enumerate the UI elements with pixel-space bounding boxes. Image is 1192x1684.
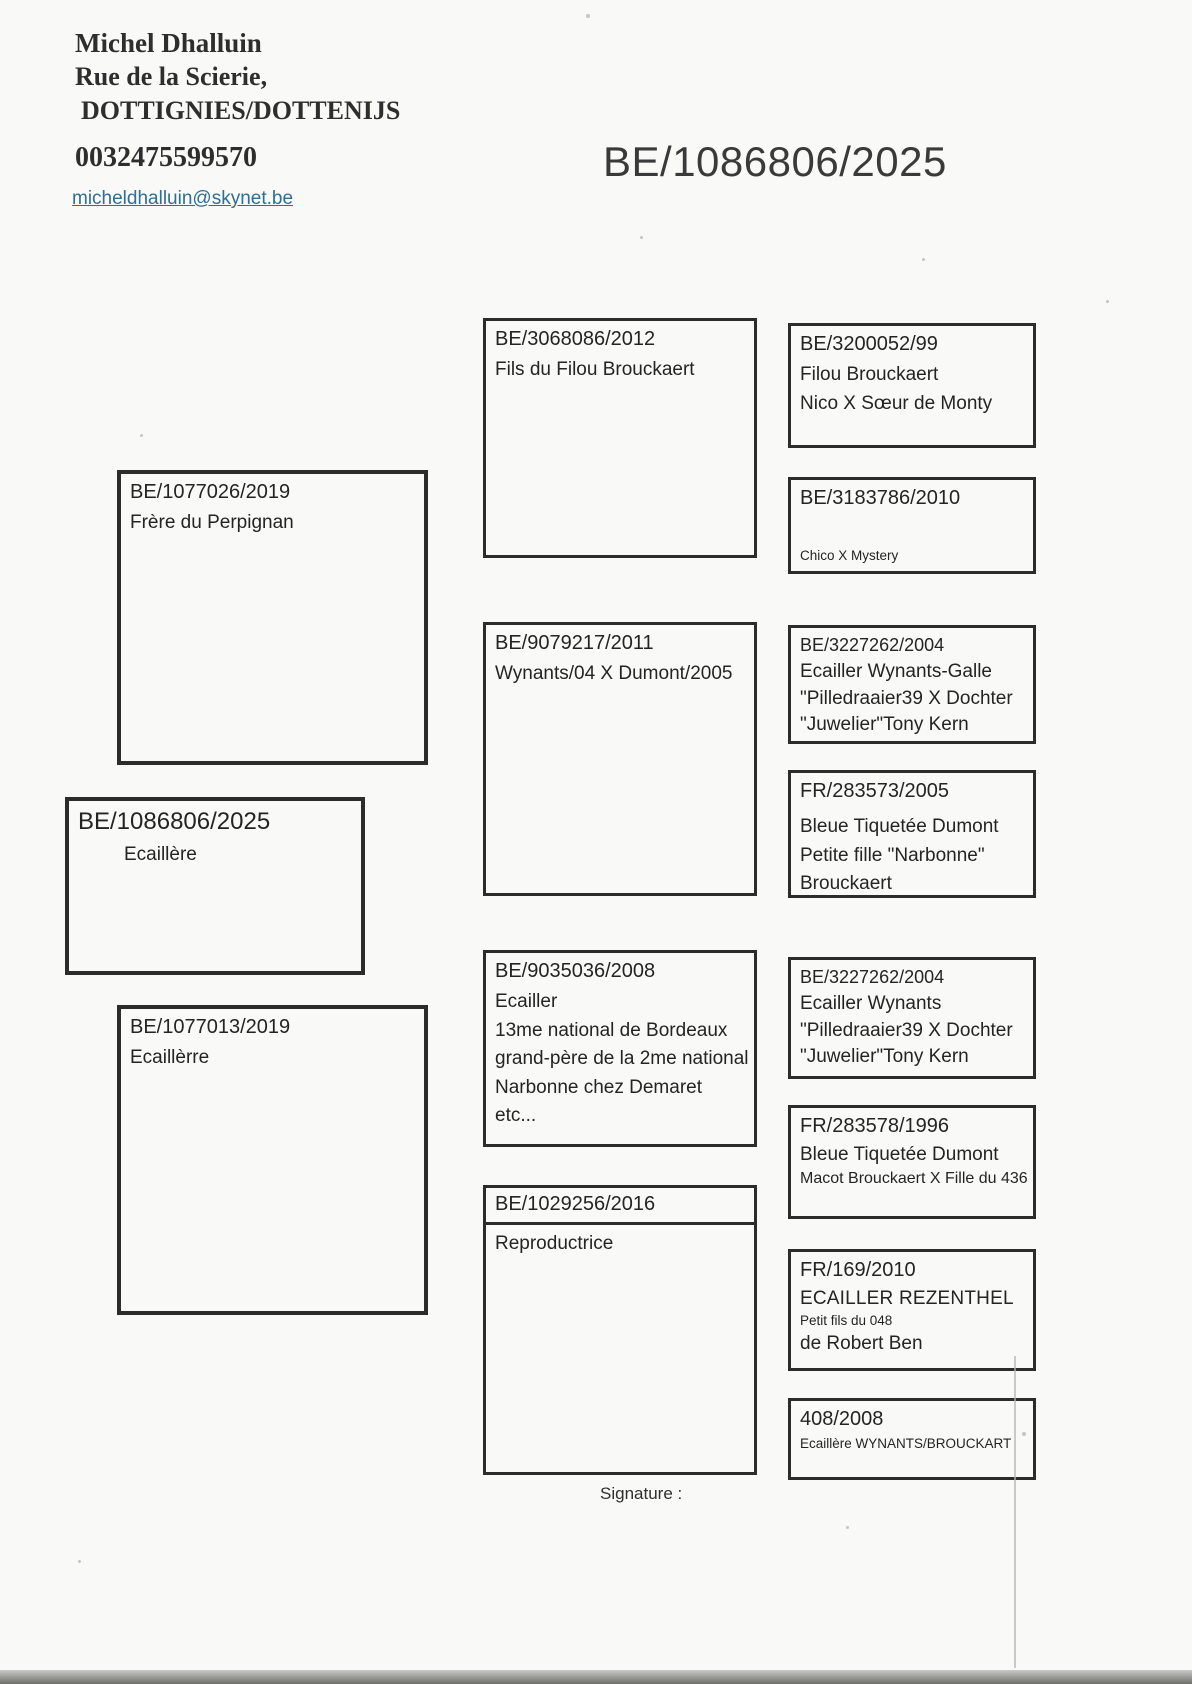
pedigree-box-great-grandparent-3 xyxy=(788,625,1036,744)
great-grandparent-1-note-2: Nico X Sœur de Monty xyxy=(800,392,993,414)
great-grandparent-4-note-2: Petite fille "Narbonne" xyxy=(800,844,985,866)
pedigree-box-great-grandparent-1 xyxy=(788,323,1036,448)
great-grandparent-3-ring: BE/3227262/2004 xyxy=(800,635,945,655)
great-grandparent-7-note-3: de Robert Ben xyxy=(800,1332,923,1354)
scan-speck xyxy=(640,236,643,239)
pedigree-box-grandparent-1 xyxy=(483,318,757,558)
great-grandparent-5-note-1: Ecailler Wynants xyxy=(800,993,942,1015)
great-grandparent-7-note-2: Petit fils du 048 xyxy=(800,1313,893,1329)
pedigree-box-grandparent-2 xyxy=(483,622,757,896)
pedigree-box-dam xyxy=(117,1005,428,1315)
great-grandparent-8-ring: 408/2008 xyxy=(800,1408,884,1430)
pedigree-box-grandparent-4 xyxy=(483,1185,757,1475)
great-grandparent-4-ring: FR/283573/2005 xyxy=(800,780,950,802)
great-grandparent-1-ring: BE/3200052/99 xyxy=(800,333,938,355)
sire-note: Frère du Perpignan xyxy=(130,512,294,533)
grandparent-4-note: Reproductrice xyxy=(495,1233,614,1254)
grandparent-3-ring: BE/9035036/2008 xyxy=(495,960,656,982)
great-grandparent-6-note-2: Macot Brouckaert X Fille du 436 xyxy=(800,1170,1028,1188)
grandparent-2-note: Wynants/04 X Dumont/2005 xyxy=(495,663,733,684)
pedigree-box-grandparent-3 xyxy=(483,950,757,1147)
great-grandparent-3-note-2: "Pilledraaier39 X Dochter xyxy=(800,687,1013,709)
scan-artifact-bottom-edge xyxy=(0,1670,1192,1684)
great-grandparent-1-note-1: Filou Brouckaert xyxy=(800,364,939,385)
grandparent-3-note-2: 13me national de Bordeaux xyxy=(495,1019,728,1041)
pedigree-box-great-grandparent-4 xyxy=(788,770,1036,898)
pedigree-box-great-grandparent-8 xyxy=(788,1398,1036,1480)
subject-color: Ecaillère xyxy=(124,844,197,866)
sender-name: Michel Dhalluin xyxy=(75,28,262,58)
great-grandparent-4-note-3: Brouckaert xyxy=(800,873,892,894)
grandparent-3-note-4: Narbonne chez Demaret xyxy=(495,1076,702,1098)
sender-phone: 0032475599570 xyxy=(75,142,257,173)
great-grandparent-7-ring: FR/169/2010 xyxy=(800,1259,916,1281)
grandparent-3-note-5: etc... xyxy=(495,1105,537,1126)
scan-speck xyxy=(846,1526,849,1529)
great-grandparent-5-ring: BE/3227262/2004 xyxy=(800,967,945,987)
pedigree-box-subject xyxy=(65,797,365,975)
scan-speck xyxy=(1106,300,1109,303)
grandparent-3-note-3: grand-père de la 2me national xyxy=(495,1048,749,1069)
signature-label: Signature : xyxy=(600,1484,683,1503)
dam-ring: BE/1077013/2019 xyxy=(130,1016,291,1038)
grandparent-1-note: Fils du Filou Brouckaert xyxy=(495,359,695,380)
pedigree-box-great-grandparent-2 xyxy=(788,477,1036,574)
grandparent-2-ring: BE/9079217/2011 xyxy=(495,632,654,654)
sender-email-link[interactable]: micheldhalluin@skynet.be xyxy=(72,188,294,209)
great-grandparent-6-note-1: Bleue Tiquetée Dumont xyxy=(800,1144,999,1165)
great-grandparent-3-note-1: Ecailler Wynants-Galle xyxy=(800,661,993,683)
great-grandparent-8-note: Ecaillère WYNANTS/BROUCKART xyxy=(800,1436,1012,1451)
sender-address-line1: Rue de la Scierie, xyxy=(75,62,268,91)
scan-artifact-line xyxy=(1014,1356,1016,1668)
grandparent-4-ring: BE/1029256/2016 xyxy=(495,1193,656,1215)
subject-ring: BE/1086806/2025 xyxy=(78,808,271,835)
scan-speck xyxy=(78,1560,81,1563)
pedigree-box-great-grandparent-6 xyxy=(788,1105,1036,1219)
page-title: BE/1086806/2025 xyxy=(603,138,947,185)
pedigree-box-great-grandparent-7 xyxy=(788,1249,1036,1371)
dam-note: Ecaillèrre xyxy=(130,1047,210,1068)
great-grandparent-6-ring: FR/283578/1996 xyxy=(800,1115,950,1137)
grandparent-3-note-1: Ecailler xyxy=(495,991,558,1012)
great-grandparent-2-note: Chico X Mystery xyxy=(800,547,899,563)
grandparent-1-ring: BE/3068086/2012 xyxy=(495,328,656,350)
great-grandparent-4-note-1: Bleue Tiquetée Dumont xyxy=(800,816,999,837)
great-grandparent-5-note-3: "Juwelier"Tony Kern xyxy=(800,1045,969,1067)
scan-speck xyxy=(140,434,143,437)
great-grandparent-5-note-2: "Pilledraaier39 X Dochter xyxy=(800,1019,1013,1041)
great-grandparent-2-ring: BE/3183786/2010 xyxy=(800,487,961,509)
great-grandparent-7-note-1: ECAILLER REZENTHEL xyxy=(800,1288,1014,1309)
scan-speck xyxy=(1022,1432,1026,1436)
scan-speck xyxy=(922,258,925,261)
sire-ring: BE/1077026/2019 xyxy=(130,481,291,503)
sender-address-line2: DOTTIGNIES/DOTTENIJS xyxy=(81,96,401,125)
scan-speck xyxy=(586,14,590,18)
pedigree-box-sire xyxy=(117,470,428,765)
great-grandparent-3-note-3: "Juwelier"Tony Kern xyxy=(800,713,969,735)
pedigree-box-great-grandparent-5 xyxy=(788,957,1036,1079)
